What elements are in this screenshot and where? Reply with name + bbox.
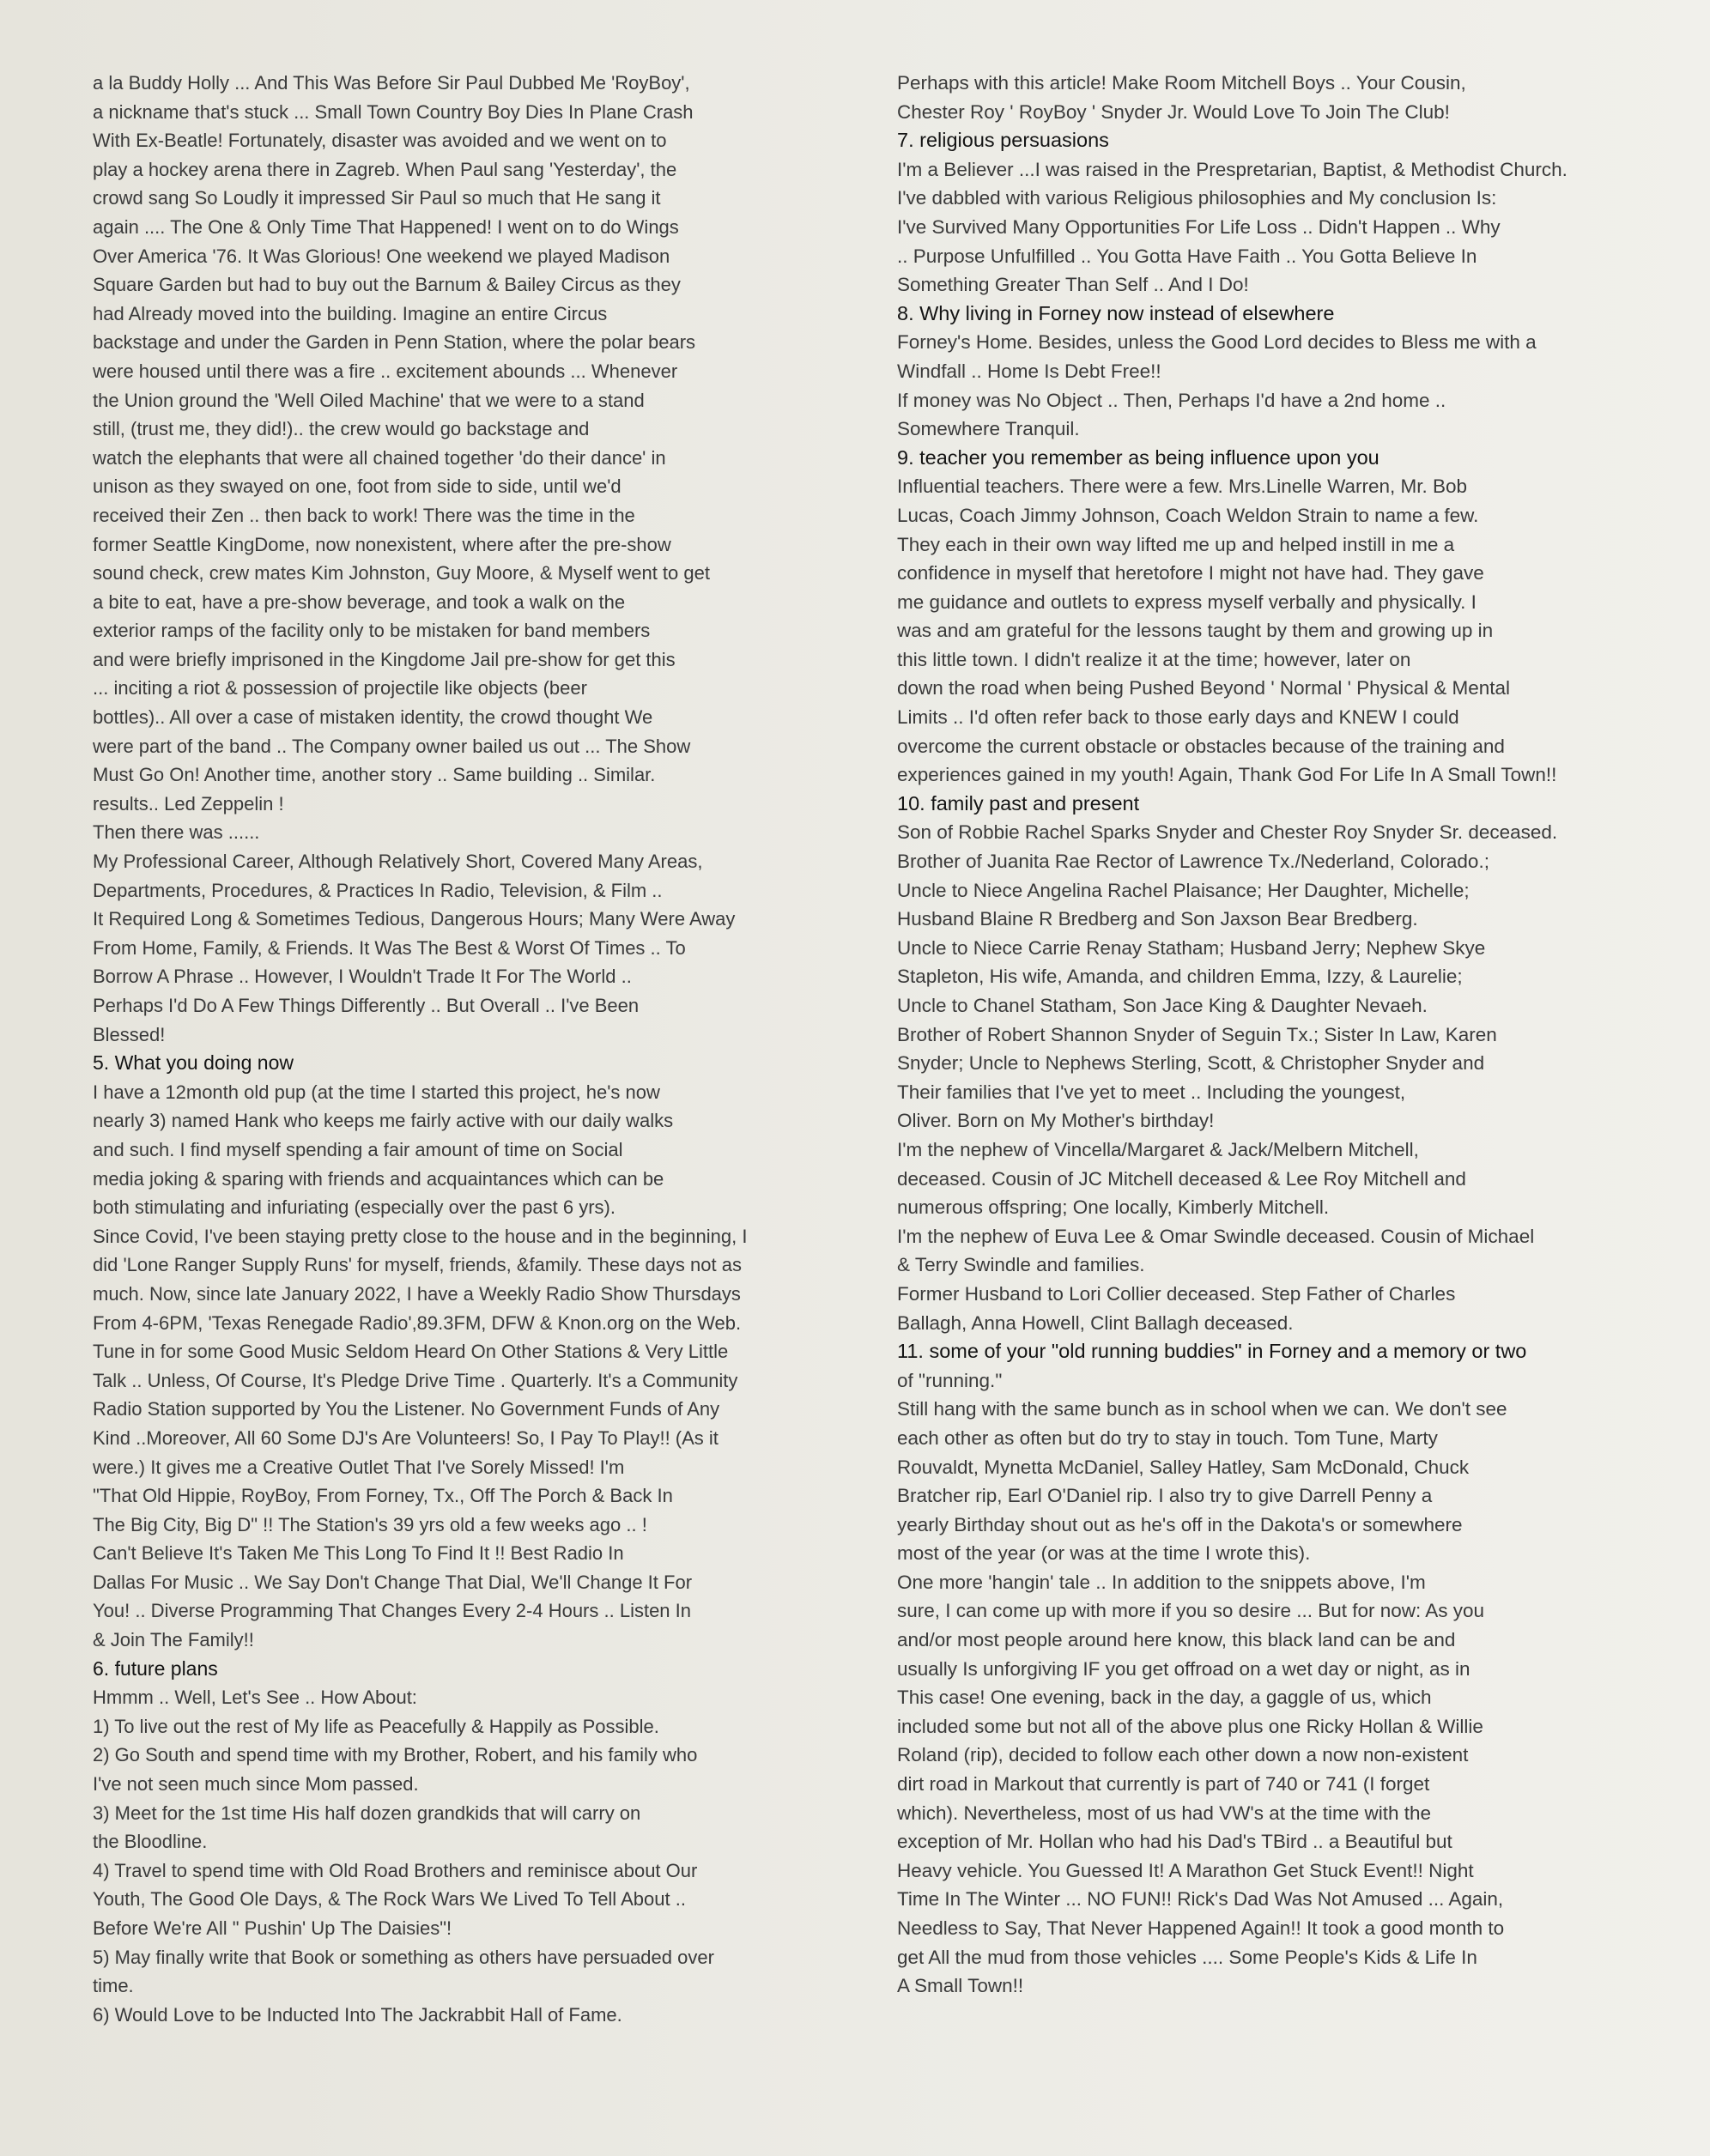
text-line: overcome the current obstacle or obstacles because of the training and: [897, 735, 1505, 757]
text-line: Before We're All " Pushin' Up The Daisies"!: [93, 1917, 452, 1939]
text-line: One more 'hangin' tale .. In addition to the snippets above, I'm: [897, 1571, 1426, 1593]
text-line: yearly Birthday shout out as he's off in the Dakota's or somewhere: [897, 1513, 1463, 1535]
text-line: Rouvaldt, Mynetta McDaniel, Salley Hatley, Sam McDonald, Chuck: [897, 1456, 1470, 1478]
text-line: From Home, Family, & Friends. It Was The Best & Worst Of Times .. To: [93, 936, 686, 959]
text-line: Somewhere Tranquil.: [897, 418, 1080, 440]
text-line: ... inciting a riot & possession of projectile like objects (beer: [93, 677, 587, 699]
text-line: Square Garden but had to buy out the Barnum & Bailey Circus as they: [93, 274, 681, 296]
text-line: Departments, Procedures, & Practices In Radio, Television, & Film ..: [93, 879, 663, 901]
text-line: 2) Go South and spend time with my Brother, Robert, and his family who: [93, 1744, 698, 1766]
text-line: Brother of Robert Shannon Snyder of Seguin Tx.; Sister In Law, Karen: [897, 1023, 1497, 1045]
text-line: 1) To live out the rest of My life as Peacefully & Happily as Possible.: [93, 1715, 659, 1737]
text-line: I've not seen much since Mom passed.: [93, 1773, 419, 1796]
text-line: Needless to Say, That Never Happened Again!! It took a good month to: [897, 1917, 1505, 1939]
text-line: results.. Led Zeppelin !: [93, 792, 284, 815]
text-line: backstage and under the Garden in Penn Station, where the polar bears: [93, 331, 696, 354]
text-line: & Terry Swindle and families.: [897, 1254, 1145, 1276]
text-line: Radio Station supported by You the Listener. No Government Funds of Any: [93, 1398, 720, 1420]
text-line: did 'Lone Ranger Supply Runs' for myself, friends, &family. These days not as: [93, 1254, 742, 1276]
text-line: get All the mud from those vehicles .... Some People's Kids & Life In: [897, 1946, 1477, 1968]
text-line: media joking & sparing with friends and acquaintances which can be: [93, 1167, 664, 1190]
text-line: deceased. Cousin of JC Mitchell deceased & Lee Roy Mitchell and: [897, 1167, 1466, 1190]
text-line: Talk .. Unless, Of Course, It's Pledge Drive Time . Quarterly. It's a Community: [93, 1369, 738, 1391]
text-line: I'm a Believer ...I was raised in the Prespretarian, Baptist, & Methodist Church.: [897, 158, 1568, 180]
text-line: Former Husband to Lori Collier deceased. Step Father of Charles: [897, 1282, 1456, 1305]
text-line: numerous offspring; One locally, Kimberly Mitchell.: [897, 1196, 1330, 1219]
text-line: Dallas For Music .. We Say Don't Change That Dial, We'll Change It For: [93, 1571, 693, 1593]
text-line: It Required Long & Sometimes Tedious, Dangerous Hours; Many Were Away: [93, 908, 736, 930]
text-line: were housed until there was a fire .. excitement abounds ... Whenever: [93, 360, 678, 382]
text-line: Over America '76. It Was Glorious! One weekend we played Madison: [93, 245, 670, 267]
text-line: again .... The One & Only Time That Happened! I went on to do Wings: [93, 215, 679, 238]
text-line: was and am grateful for the lessons taught by them and growing up in: [897, 620, 1494, 642]
text-line: A Small Town!!: [897, 1975, 1024, 1997]
text-line: Oliver. Born on My Mother's birthday!: [897, 1110, 1215, 1132]
text-line: Youth, The Good Ole Days, & The Rock Wars We Lived To Tell About ..: [93, 1888, 686, 1911]
text-line: With Ex-Beatle! Fortunately, disaster was avoided and we went on to: [93, 130, 667, 152]
text-line: Tune in for some Good Music Seldom Heard On Other Stations & Very Little: [93, 1341, 729, 1363]
text-line: Then there was ......: [93, 821, 260, 844]
text-line: and were briefly imprisoned in the Kingdome Jail pre-show for get this: [93, 648, 676, 670]
text-line: I'm the nephew of Euva Lee & Omar Swindle deceased. Cousin of Michael: [897, 1225, 1535, 1247]
text-line: had Already moved into the building. Imagine an entire Circus: [93, 302, 608, 324]
text-line: exception of Mr. Hollan who had his Dad's TBird .. a Beautiful but: [897, 1831, 1452, 1853]
text-line: usually Is unforgiving IF you get offroad on a wet day or night, as in: [897, 1657, 1470, 1680]
text-line: time.: [93, 1975, 134, 1997]
text-line: Borrow A Phrase .. However, I Wouldn't Trade It For The World ..: [93, 966, 632, 988]
text-line: .. Purpose Unfulfilled .. You Gotta Have Faith .. You Gotta Believe In: [897, 245, 1477, 267]
text-line: Ballagh, Anna Howell, Clint Ballagh deceased.: [897, 1311, 1294, 1334]
text-line: watch the elephants that were all chained together 'do their dance' in: [93, 446, 666, 469]
text-line: Still hang with the same bunch as in school when we can. We don't see: [897, 1398, 1507, 1420]
left-text-column: [93, 69, 831, 2029]
text-line: me guidance and outlets to express myself verbally and physically. I: [897, 590, 1477, 613]
text-line: Chester Roy ' RoyBoy ' Snyder Jr. Would Love To Join The Club!: [897, 100, 1450, 123]
text-line: most of the year (or was at the time I wrote this).: [897, 1542, 1311, 1565]
text-line: the Union ground the 'Well Oiled Machine' that we were to a stand: [93, 389, 645, 411]
right-text-column: [897, 69, 1674, 2001]
text-line: sure, I can come up with more if you so desire ... But for now: As you: [897, 1600, 1485, 1622]
text-line: much. Now, since late January 2022, I have a Weekly Radio Show Thursdays: [93, 1282, 741, 1305]
text-line: Influential teachers. There were a few. Mrs.Linelle Warren, Mr. Bob: [897, 475, 1468, 498]
text-line: dirt road in Markout that currently is part of 740 or 741 (I forget: [897, 1773, 1430, 1796]
text-line: Bratcher rip, Earl O'Daniel rip. I also try to give Darrell Penny a: [897, 1485, 1433, 1507]
text-line: a bite to eat, have a pre-show beverage, and took a walk on the: [93, 590, 626, 613]
section-heading: 11. some of your "old running buddies" in Forney and a memory or two: [897, 1340, 1527, 1363]
text-line: Their families that I've yet to meet .. Including the youngest,: [897, 1081, 1406, 1103]
text-line: Uncle to Niece Carrie Renay Statham; Husband Jerry; Nephew Skye: [897, 936, 1486, 959]
text-line: You! .. Diverse Programming That Changes Every 2-4 Hours .. Listen In: [93, 1600, 691, 1622]
section-heading: 10. family past and present: [897, 791, 1140, 815]
section-heading: 9. teacher you remember as being influence upon you: [897, 445, 1380, 469]
text-line: Perhaps I'd Do A Few Things Differently .. But Overall .. I've Been: [93, 995, 640, 1016]
text-line: a la Buddy Holly ... And This Was Before Sir Paul Dubbed Me 'RoyBoy',: [93, 72, 690, 94]
text-line: experiences gained in my youth! Again, Thank God For Life In A Small Town!!: [897, 764, 1557, 786]
text-line: This case! One evening, back in the day, a gaggle of us, which: [897, 1687, 1432, 1709]
text-line: nearly 3) named Hank who keeps me fairly active with our daily walks: [93, 1110, 674, 1132]
text-line: down the road when being Pushed Beyond ' Normal ' Physical & Mental: [897, 677, 1511, 699]
text-line: Since Covid, I've been staying pretty close to the house and in the beginning, I: [93, 1225, 748, 1247]
text-line: both stimulating and infuriating (especially over the past 6 yrs).: [93, 1196, 615, 1219]
text-line: exterior ramps of the facility only to be mistaken for band members: [93, 620, 651, 642]
text-line: If money was No Object .. Then, Perhaps I'd have a 2nd home ..: [897, 389, 1446, 411]
text-line: I have a 12month old pup (at the time I started this project, he's now: [93, 1081, 660, 1103]
text-line: Something Greater Than Self .. And I Do!: [897, 274, 1249, 296]
text-line: Perhaps with this article! Make Room Mitchell Boys .. Your Cousin,: [897, 72, 1466, 94]
text-line: bottles).. All over a case of mistaken identity, the crowd thought We: [93, 706, 653, 729]
text-line: Blessed!: [93, 1023, 166, 1045]
text-line: Brother of Juanita Rae Rector of Lawrence Tx./Nederland, Colorado.;: [897, 851, 1489, 873]
text-line: each other as often but do try to stay in touch. Tom Tune, Marty: [897, 1426, 1438, 1449]
text-line: Hmmm .. Well, Let's See .. How About:: [93, 1687, 417, 1709]
section-heading: 8. Why living in Forney now instead of elsewhere: [897, 301, 1335, 324]
text-line: of "running.": [897, 1369, 1003, 1391]
text-line: and/or most people around here know, this black land can be and: [897, 1629, 1456, 1651]
text-line: this little town. I didn't realize it at the time; however, later on: [897, 648, 1411, 670]
text-line: Son of Robbie Rachel Sparks Snyder and Chester Roy Snyder Sr. deceased.: [897, 821, 1558, 844]
text-line: 5) May finally write that Book or something as others have persuaded over: [93, 1946, 714, 1968]
text-line: Forney's Home. Besides, unless the Good Lord decides to Bless me with a: [897, 331, 1537, 354]
text-line: My Professional Career, Although Relatively Short, Covered Many Areas,: [93, 851, 703, 873]
text-line: Roland (rip), decided to follow each other down a now non-existent: [897, 1744, 1469, 1766]
text-line: The Big City, Big D" !! The Station's 39 yrs old a few weeks ago .. !: [93, 1513, 647, 1535]
text-line: play a hockey arena there in Zagreb. When Paul sang 'Yesterday', the: [93, 158, 677, 180]
text-line: sound check, crew mates Kim Johnston, Guy Moore, & Myself went to get: [93, 562, 710, 584]
text-line: still, (trust me, they did!).. the crew would go backstage and: [93, 418, 590, 440]
text-line: I'm the nephew of Vincella/Margaret & Jack/Melbern Mitchell,: [897, 1138, 1419, 1160]
text-line: Husband Blaine R Bredberg and Son Jaxson Bear Bredberg.: [897, 908, 1418, 930]
text-line: were.) It gives me a Creative Outlet That I've Sorely Missed! I'm: [93, 1456, 625, 1478]
text-line: Kind ..Moreover, All 60 Some DJ's Are Volunteers! So, I Pay To Play!! (As it: [93, 1426, 719, 1449]
text-line: received their Zen .. then back to work! There was the time in the: [93, 504, 635, 526]
text-line: From 4-6PM, 'Texas Renegade Radio',89.3FM, DFW & Knon.org on the Web.: [93, 1311, 742, 1334]
text-line: a nickname that's stuck ... Small Town Country Boy Dies In Plane Crash: [93, 100, 694, 123]
text-line: 6) Would Love to be Inducted Into The Jackrabbit Hall of Fame.: [93, 2003, 622, 2026]
text-line: included some but not all of the above plus one Ricky Hollan & Willie: [897, 1715, 1483, 1737]
text-line: Windfall .. Home Is Debt Free!!: [897, 360, 1161, 382]
text-line: were part of the band .. The Company owner bailed us out ... The Show: [93, 735, 691, 757]
text-line: "That Old Hippie, RoyBoy, From Forney, Tx., Off The Porch & Back In: [93, 1485, 673, 1507]
text-line: I've dabbled with various Religious philosophies and My conclusion Is:: [897, 187, 1497, 209]
section-heading: 6. future plans: [93, 1656, 218, 1680]
text-line: Stapleton, His wife, Amanda, and children Emma, Izzy, & Laurelie;: [897, 966, 1463, 988]
text-line: which). Nevertheless, most of us had VW's at the time with the: [897, 1802, 1432, 1824]
text-line: unison as they swayed on one, foot from side to side, until we'd: [93, 475, 622, 498]
text-line: & Join The Family!!: [93, 1629, 254, 1651]
text-line: former Seattle KingDome, now nonexistent, where after the pre-show: [93, 533, 671, 555]
text-line: confidence in myself that heretofore I might not have had. They gave: [897, 562, 1484, 584]
text-line: 3) Meet for the 1st time His half dozen grandkids that will carry on: [93, 1802, 641, 1824]
text-line: They each in their own way lifted me up and helped instill in me a: [897, 533, 1455, 555]
text-line: Uncle to Niece Angelina Rachel Plaisance; Her Daughter, Michelle;: [897, 879, 1470, 901]
text-line: Lucas, Coach Jimmy Johnson, Coach Weldon Strain to name a few.: [897, 504, 1479, 526]
text-line: I've Survived Many Opportunities For Life Loss .. Didn't Happen .. Why: [897, 215, 1501, 238]
section-heading: 7. religious persuasions: [897, 129, 1109, 152]
text-line: and such. I find myself spending a fair amount of time on Social: [93, 1138, 623, 1160]
text-line: Time In The Winter ... NO FUN!! Rick's Dad Was Not Amused ... Again,: [897, 1888, 1504, 1911]
text-line: 4) Travel to spend time with Old Road Brothers and reminisce about Our: [93, 1859, 698, 1881]
section-heading: 5. What you doing now: [93, 1051, 294, 1075]
text-line: Must Go On! Another time, another story .. Same building .. Similar.: [93, 764, 656, 786]
text-line: the Bloodline.: [93, 1831, 208, 1853]
text-line: crowd sang So Loudly it impressed Sir Paul so much that He sang it: [93, 187, 661, 209]
text-line: Heavy vehicle. You Guessed It! A Marathon Get Stuck Event!! Night: [897, 1859, 1474, 1881]
text-line: Limits .. I'd often refer back to those early days and KNEW I could: [897, 706, 1459, 729]
text-line: Snyder; Uncle to Nephews Sterling, Scott, & Christopher Snyder and: [897, 1052, 1485, 1075]
text-line: Can't Believe It's Taken Me This Long To Find It !! Best Radio In: [93, 1542, 624, 1565]
text-line: Uncle to Chanel Statham, Son Jace King & Daughter Nevaeh.: [897, 995, 1428, 1016]
